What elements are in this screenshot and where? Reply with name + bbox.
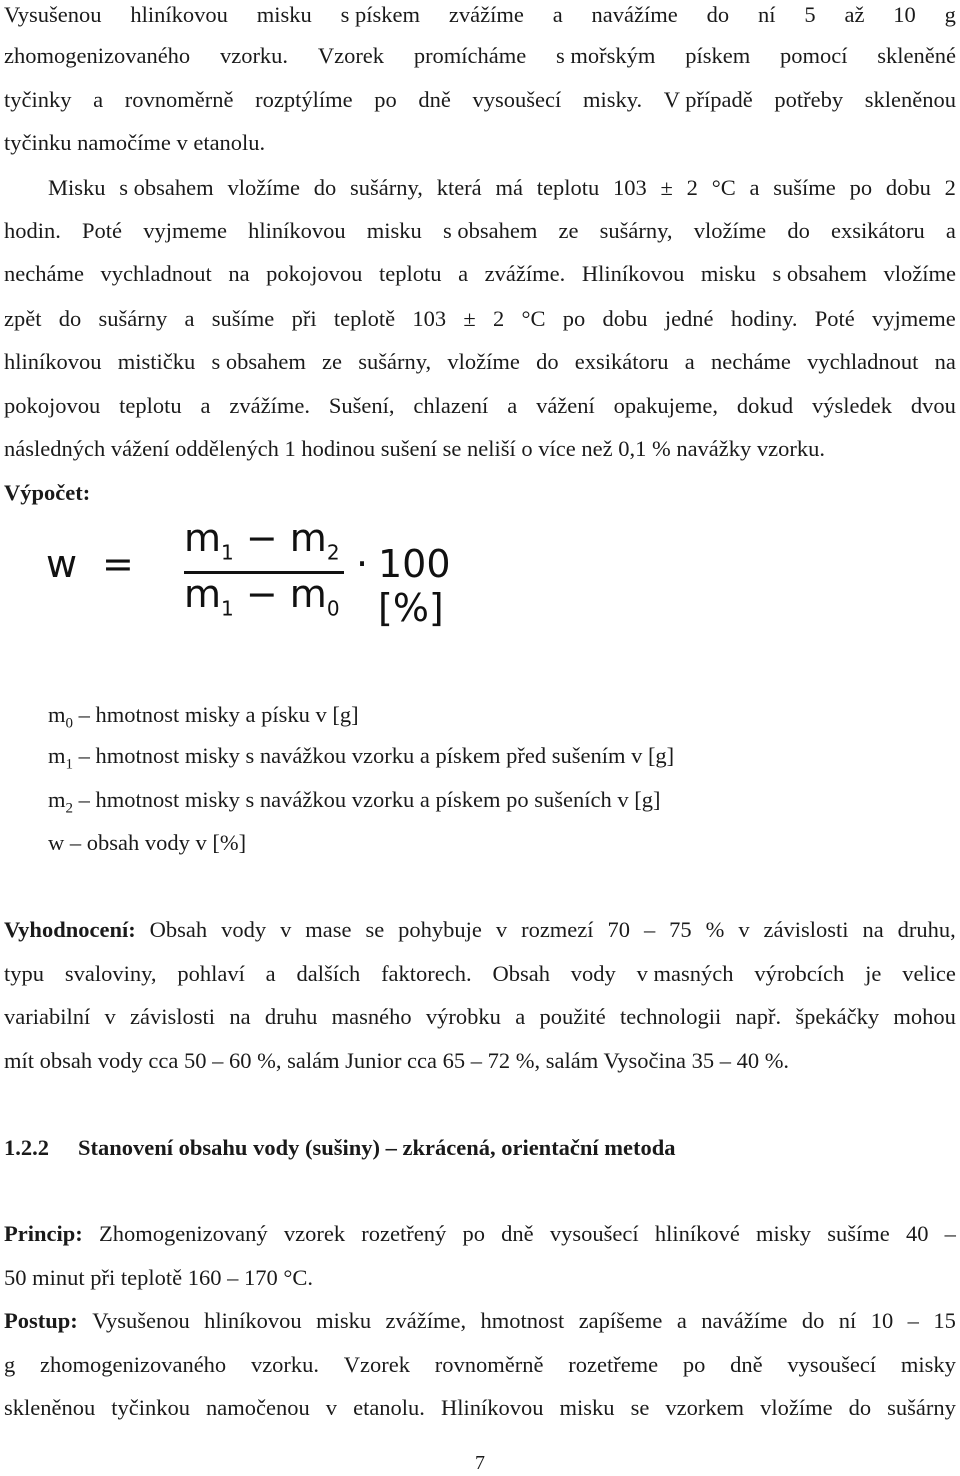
- word: misku: [366, 218, 422, 243]
- word: necháme: [4, 261, 84, 286]
- word: a: [684, 349, 695, 374]
- formula-multiply: ·: [356, 542, 369, 586]
- word: Vzorek: [317, 43, 385, 68]
- word: hodin.: [4, 218, 61, 243]
- word: misku: [700, 261, 756, 286]
- text-line: [48, 173, 956, 203]
- word: výrobku: [425, 1004, 501, 1029]
- word: exsikátoru: [574, 349, 669, 374]
- word: do: [787, 218, 810, 243]
- symbol-w: w – obsah vody v [%]: [48, 830, 247, 855]
- word: závislosti: [763, 917, 849, 942]
- word: vzorek: [283, 1221, 346, 1246]
- word: Vzorek: [343, 1352, 411, 1377]
- formula-lhs: w: [46, 542, 78, 586]
- word: výrobcích: [754, 961, 845, 986]
- text-line: [4, 1350, 956, 1380]
- word: dokud: [736, 393, 794, 418]
- word: °C: [711, 175, 736, 200]
- word: ní: [838, 1308, 857, 1333]
- word: a: [93, 87, 104, 112]
- text-line: [4, 304, 956, 334]
- word: dně: [418, 87, 451, 112]
- section-heading: [4, 1133, 676, 1163]
- word: masného: [331, 1004, 412, 1029]
- word: má: [495, 175, 523, 200]
- word: rozmezí: [521, 917, 594, 942]
- word: zvážíme: [448, 2, 524, 27]
- word: do: [848, 1395, 872, 1420]
- word: v: [495, 917, 508, 942]
- word: pokojovou: [4, 393, 101, 418]
- text-line: [4, 1306, 956, 1336]
- word: Obsah: [149, 917, 208, 942]
- word: hliníkovou: [4, 349, 102, 374]
- word: –: [907, 1308, 919, 1333]
- word: a: [200, 393, 211, 418]
- word: po: [462, 1221, 485, 1246]
- word: tyčinky: [4, 87, 72, 112]
- word: vyjmeme: [872, 306, 956, 331]
- word: Sušení,: [328, 393, 395, 418]
- word: Hliníkovou: [581, 261, 685, 286]
- word: po: [374, 87, 397, 112]
- word: namočenou: [206, 1395, 310, 1420]
- word: po: [562, 306, 586, 331]
- word: sušárny: [98, 306, 168, 331]
- word: na: [934, 349, 956, 374]
- word: vložíme: [693, 218, 767, 243]
- word: hliníkovou: [248, 218, 346, 243]
- word: opakujeme,: [613, 393, 718, 418]
- word: sušárny: [887, 1395, 956, 1420]
- section-title: Stanovení obsahu vody (sušiny) – zkrácená, orientační metoda: [78, 1135, 676, 1160]
- word: misky.: [582, 87, 643, 112]
- word: na: [228, 261, 250, 286]
- page-number: 7: [475, 1452, 485, 1474]
- word: a: [552, 2, 563, 27]
- word: hmotnost: [480, 1308, 565, 1333]
- text-line: tyčinku namočíme v etanolu.: [4, 130, 266, 155]
- word: teplotu: [379, 261, 442, 286]
- word: etanolu.: [353, 1395, 425, 1420]
- word: se: [630, 1395, 650, 1420]
- word: promícháme: [413, 43, 527, 68]
- word: misku: [559, 1395, 615, 1420]
- word: s obsahem: [119, 175, 214, 200]
- word: zvážíme.: [484, 261, 566, 286]
- word: exsikátoru: [830, 218, 925, 243]
- word: technologii: [619, 1004, 722, 1029]
- word: hliníkovou: [204, 1308, 302, 1333]
- word: hodiny.: [730, 306, 798, 331]
- word: vložíme: [227, 175, 300, 200]
- word: zhomogenizovaného: [4, 43, 191, 68]
- word: 103: [412, 306, 447, 331]
- word: 2: [944, 175, 956, 200]
- word: vložíme: [447, 349, 520, 374]
- word: s obsahem: [772, 261, 867, 286]
- formula-denominator: $m_1 - m_0$: [184, 572, 340, 621]
- word: sušíme: [827, 1221, 890, 1246]
- word: do: [536, 349, 559, 374]
- word: Obsah: [492, 961, 550, 986]
- text-line: [4, 259, 956, 289]
- word: po: [849, 175, 873, 200]
- word: °C: [521, 306, 546, 331]
- word: vzorku.: [250, 1352, 320, 1377]
- word: 5: [804, 2, 816, 27]
- word: ze: [558, 218, 579, 243]
- word: vody: [221, 917, 267, 942]
- section-number: 1.2.2: [4, 1135, 49, 1160]
- text-line: mít obsah vody cca 50 – 60 %, salám Junior cca 65 – 72 %, salám Vysočina 35 – 40 %.: [4, 1048, 790, 1073]
- word: druhu: [264, 1004, 318, 1029]
- text-line: [4, 1002, 956, 1032]
- word: necháme: [710, 349, 791, 374]
- word: ní: [757, 2, 776, 27]
- word: s obsahem: [442, 218, 538, 243]
- word: vysoušecí: [472, 87, 562, 112]
- word: dalších: [296, 961, 361, 986]
- word: vložíme: [760, 1395, 833, 1420]
- word: použité: [539, 1004, 606, 1029]
- word: s obsahem: [211, 349, 306, 374]
- word: 2: [492, 306, 505, 331]
- word: po: [682, 1352, 706, 1377]
- word: sušíme: [773, 175, 836, 200]
- word: sušárny,: [358, 349, 432, 374]
- word: teplotě: [333, 306, 396, 331]
- word: mohou: [893, 1004, 956, 1029]
- word: zapíšeme: [578, 1308, 663, 1333]
- formula-factor: 100 [%]: [378, 542, 451, 630]
- word: misky: [900, 1352, 956, 1377]
- word: v: [104, 1004, 116, 1029]
- word: hliníkovou: [130, 2, 228, 27]
- word: výsledek: [812, 393, 892, 418]
- word: v masných: [636, 961, 734, 986]
- word: jedné: [664, 306, 714, 331]
- word: skleněné: [877, 43, 956, 68]
- text-line: 50 minut při teplotě 160 – 170 °C.: [4, 1265, 313, 1290]
- word: 10: [870, 1308, 894, 1333]
- word: velice: [902, 961, 956, 986]
- word: např.: [735, 1004, 782, 1029]
- word: 103: [613, 175, 647, 200]
- word: vysoušecí: [787, 1352, 877, 1377]
- word: sušárny,: [599, 218, 673, 243]
- word: vychladnout: [807, 349, 919, 374]
- word: vysoušecí: [549, 1221, 639, 1246]
- word: rozptýlíme: [255, 87, 353, 112]
- word: Poté: [814, 306, 855, 331]
- word: potřeby: [774, 87, 844, 112]
- word: –: [944, 1221, 956, 1246]
- text-line: [4, 1393, 956, 1423]
- word: vychladnout: [100, 261, 212, 286]
- word: mase: [305, 917, 352, 942]
- word: skleněnou: [4, 1395, 96, 1420]
- formula-numerator: $m_1 - m_2$: [184, 516, 340, 565]
- word: v: [325, 1395, 338, 1420]
- word: zpět: [4, 306, 42, 331]
- word: tyčinkou: [111, 1395, 191, 1420]
- word: s mořským: [556, 43, 656, 68]
- word: pomocí: [779, 43, 848, 68]
- word: %: [705, 917, 725, 942]
- symbol-m1: $m_1$ – hmotnost misky s navážkou vzorku a pískem před sušením v [g]: [48, 743, 675, 773]
- word: pokojovou: [266, 261, 363, 286]
- word: zvážíme,: [385, 1308, 467, 1333]
- word: variabilní: [4, 1004, 91, 1029]
- text-line: [4, 959, 956, 989]
- formula-equals: =: [102, 542, 134, 586]
- word: teplotu: [119, 393, 182, 418]
- word: do: [313, 175, 337, 200]
- word: skleněnou: [864, 87, 956, 112]
- word: dobu: [602, 306, 648, 331]
- word: rovnoměrně: [434, 1352, 544, 1377]
- word: a: [184, 306, 195, 331]
- text-line: [4, 347, 956, 377]
- word: rovnoměrně: [124, 87, 234, 112]
- word: svaloviny,: [64, 961, 157, 986]
- formula-water-content: [44, 512, 504, 630]
- word: misky: [756, 1221, 812, 1246]
- text-line: [4, 216, 956, 246]
- word: a: [676, 1308, 687, 1333]
- word: špekáčky: [795, 1004, 880, 1029]
- word: ±: [660, 175, 673, 200]
- word: zhomogenizovaného: [40, 1352, 227, 1377]
- word: 10: [893, 2, 916, 27]
- word: v: [280, 917, 292, 942]
- word: teplotu: [536, 175, 600, 200]
- word: na: [862, 917, 884, 942]
- word: zvážíme.: [229, 393, 310, 418]
- word: do: [58, 306, 82, 331]
- word: g: [944, 2, 956, 27]
- word: dně: [730, 1352, 763, 1377]
- word: a: [515, 1004, 526, 1029]
- text-line: následných vážení oddělených 1 hodinou sušení se neliší o více než 0,1 % navážky vzorku.: [4, 436, 826, 461]
- text-line: [4, 41, 956, 71]
- word: Vysušenou: [4, 2, 102, 27]
- word: 40: [905, 1221, 929, 1246]
- word: pohybuje: [398, 917, 482, 942]
- label-princip: Princip:: [4, 1221, 83, 1246]
- word: a: [945, 218, 956, 243]
- label-postup: Postup:: [4, 1308, 78, 1333]
- word: která: [436, 175, 482, 200]
- word: vzorku.: [219, 43, 289, 68]
- word: Hliníkovou: [440, 1395, 544, 1420]
- text-line: [4, 391, 956, 421]
- word: a: [458, 261, 469, 286]
- word: sušíme: [211, 306, 275, 331]
- word: pískem: [685, 43, 751, 68]
- word: mističku: [117, 349, 196, 374]
- word: v: [738, 917, 750, 942]
- word: –: [643, 917, 656, 942]
- text-line: [4, 0, 956, 30]
- word: Misku: [48, 175, 106, 200]
- word: rozetřeme: [568, 1352, 659, 1377]
- word: misku: [256, 2, 312, 27]
- text-line: [4, 85, 956, 115]
- word: vyjmeme: [143, 218, 227, 243]
- word: vložíme: [883, 261, 956, 286]
- word: dobu: [885, 175, 931, 200]
- word: chlazení: [413, 393, 489, 418]
- text-line: [4, 1219, 956, 1249]
- word: závislosti: [130, 1004, 216, 1029]
- symbol-m0: $m_0$ – hmotnost misky a písku v [g]: [48, 702, 359, 732]
- word: rozetřený: [361, 1221, 447, 1246]
- label-vyhodnoceni: Vyhodnocení:: [4, 917, 136, 942]
- word: vzorkem: [665, 1395, 745, 1420]
- word: typu: [4, 961, 45, 986]
- word: vody: [570, 961, 616, 986]
- word: se: [365, 917, 385, 942]
- word: do: [706, 2, 730, 27]
- word: misku: [316, 1308, 372, 1333]
- word: s pískem: [340, 2, 421, 27]
- word: sušárny,: [350, 175, 423, 200]
- word: je: [865, 961, 882, 986]
- word: 15: [933, 1308, 956, 1333]
- word: Poté: [82, 218, 123, 243]
- word: při: [291, 306, 317, 331]
- word: do: [801, 1308, 825, 1333]
- word: V případě: [663, 87, 753, 112]
- word: a: [265, 961, 276, 986]
- word: navážíme: [701, 1308, 788, 1333]
- text-line: [4, 915, 956, 945]
- word: 2: [686, 175, 698, 200]
- word: 75: [669, 917, 692, 942]
- word: Vysušenou: [92, 1308, 190, 1333]
- word: Zhomogenizovaný: [98, 1221, 268, 1246]
- section-label-vypocet: Výpočet:: [4, 480, 91, 505]
- word: g: [4, 1352, 16, 1377]
- word: druhu,: [897, 917, 956, 942]
- symbol-m2: $m_2$ – hmotnost misky s navážkou vzorku a pískem po sušeních v [g]: [48, 787, 661, 817]
- word: 70: [607, 917, 630, 942]
- word: na: [229, 1004, 251, 1029]
- word: a: [749, 175, 760, 200]
- word: hliníkové: [654, 1221, 740, 1246]
- word: pohlaví: [177, 961, 245, 986]
- word: a: [507, 393, 518, 418]
- word: až: [844, 2, 865, 27]
- word: navážíme: [591, 2, 678, 27]
- word: dně: [501, 1221, 534, 1246]
- word: vážení: [536, 393, 595, 418]
- word: faktorech.: [381, 961, 472, 986]
- word: ze: [322, 349, 343, 374]
- word: ±: [463, 306, 476, 331]
- word: dvou: [910, 393, 956, 418]
